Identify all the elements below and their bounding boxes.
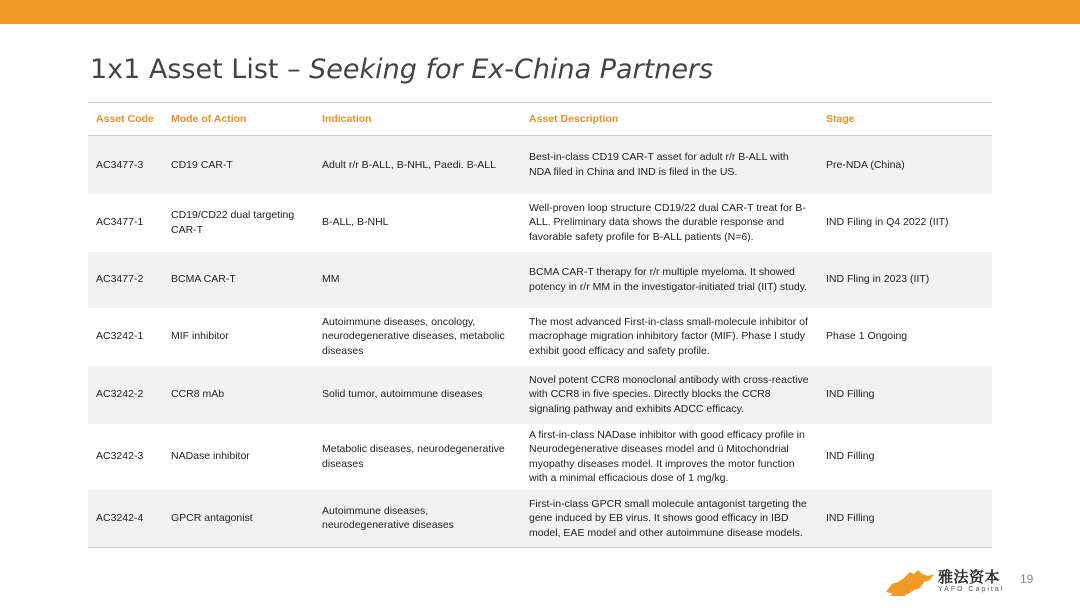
- table-row: [88, 252, 992, 308]
- cell-indication: Solid tumor, autoimmune diseases: [314, 366, 521, 424]
- cell-asset-code: AC3242-1: [96, 330, 144, 343]
- table-row: [88, 424, 992, 490]
- cell-stage: Pre-NDA (China): [818, 136, 992, 194]
- header-stage: Stage: [818, 103, 992, 136]
- cell-mode-of-action: BCMA CAR-T: [163, 252, 314, 308]
- cell-indication: Autoimmune diseases, oncology, neurodegenerative diseases, metabolic diseases: [322, 315, 505, 357]
- cell-asset-description: Best-in-class CD19 CAR-T asset for adult r/r B-ALL with NDA filed in China and IND is filed in the US.: [521, 136, 818, 194]
- page-number: 19: [1020, 572, 1034, 586]
- table-row: [88, 308, 992, 366]
- cell-indication: B-ALL, B-NHL: [322, 216, 389, 229]
- cell-mode-of-action: GPCR antagonist: [163, 490, 314, 548]
- header-indication: Indication: [314, 103, 521, 136]
- bull-logo-icon: [884, 566, 936, 598]
- cell-indication: MM: [314, 252, 521, 308]
- cell-asset-code: AC3477-2: [88, 252, 163, 308]
- cell-mode-of-action: CCR8 mAb: [163, 366, 314, 424]
- cell-stage: IND Filling: [826, 450, 875, 463]
- table-row: [88, 490, 992, 548]
- table-row: [88, 194, 992, 252]
- table-row: [88, 136, 992, 194]
- cell-mode-of-action: CD19/CD22 dual targeting CAR-T: [171, 209, 295, 236]
- cell-mode-of-action: MIF inhibitor: [171, 330, 229, 343]
- cell-asset-code: AC3242-2: [88, 366, 163, 424]
- cell-asset-description: Well-proven loop structure CD19/22 dual CAR-T treat for B-ALL. Preliminary data shows the durable response and favorable safety profile for B-ALL patients (N=6).: [529, 201, 806, 243]
- cell-asset-description: BCMA CAR-T therapy for r/r multiple myeloma. It showed potency in r/r MM in the investigator-initiated trial (IIT) study.: [521, 252, 818, 308]
- cell-stage: IND Fling in 2023 (IIT): [818, 252, 992, 308]
- header-asset-code: Asset Code: [88, 103, 163, 136]
- cell-indication: Autoimmune diseases, neurodegenerative diseases: [314, 490, 521, 548]
- cell-stage: IND Filling: [818, 490, 992, 548]
- cell-asset-description: First-in-class GPCR small molecule antagonist targeting the gene induced by EB virus. It shows good efficacy in IBD model, EAE model and other autoimmune disease models.: [521, 490, 818, 548]
- header-mode-of-action: Mode of Action: [163, 103, 314, 136]
- cell-asset-description: A first-in-class NADase inhibitor with good efficacy profile in Neurodegenerative diseases model and ü Mitochondrial myopathy diseases model. It improves the motor function with a minimal efficacious dose of 1 mg/kg.: [529, 428, 805, 484]
- table-row: [88, 366, 992, 424]
- table-header-row: [88, 103, 992, 136]
- cell-indication: Metabolic diseases, neurodegenerative diseases: [322, 443, 505, 470]
- cell-asset-code: AC3242-4: [88, 490, 163, 548]
- cell-stage: IND Filing in Q4 2022 (IIT): [826, 216, 949, 229]
- company-logo: [884, 562, 1004, 600]
- header-asset-description: Asset Description: [521, 103, 818, 136]
- cell-indication: Adult r/r B-ALL, B-NHL, Paedi. B-ALL: [314, 136, 521, 194]
- cell-stage: IND Filling: [818, 366, 992, 424]
- cell-mode-of-action: CD19 CAR-T: [163, 136, 314, 194]
- logo-chinese-text: 雅法资本: [938, 568, 1001, 586]
- cell-asset-description: Novel potent CCR8 monoclonal antibody with cross-reactive with CCR8 in five species. Directly blocks the CCR8 signaling pathway and exhibits ADCC efficacy.: [521, 366, 818, 424]
- cell-mode-of-action: NADase inhibitor: [171, 450, 250, 463]
- cell-asset-code: AC3477-3: [88, 136, 163, 194]
- cell-asset-code: AC3242-3: [96, 450, 144, 463]
- cell-asset-code: AC3477-1: [96, 216, 144, 229]
- asset-table: [88, 102, 992, 548]
- logo-english-text: YAFO Capital: [938, 586, 1005, 593]
- page-title: [90, 54, 713, 85]
- cell-stage: Phase 1 Ongoing: [826, 330, 908, 343]
- title-main: 1x1 Asset List –: [90, 54, 310, 85]
- cell-asset-description: The most advanced First-in-class small-molecule inhibitor of macrophage migration inhibitory factor (MIF). Phase I study exhibit good efficacy and safety profile.: [529, 315, 808, 357]
- top-accent-bar: [0, 0, 1080, 24]
- title-italic: Seeking for Ex-China Partners: [309, 54, 714, 85]
